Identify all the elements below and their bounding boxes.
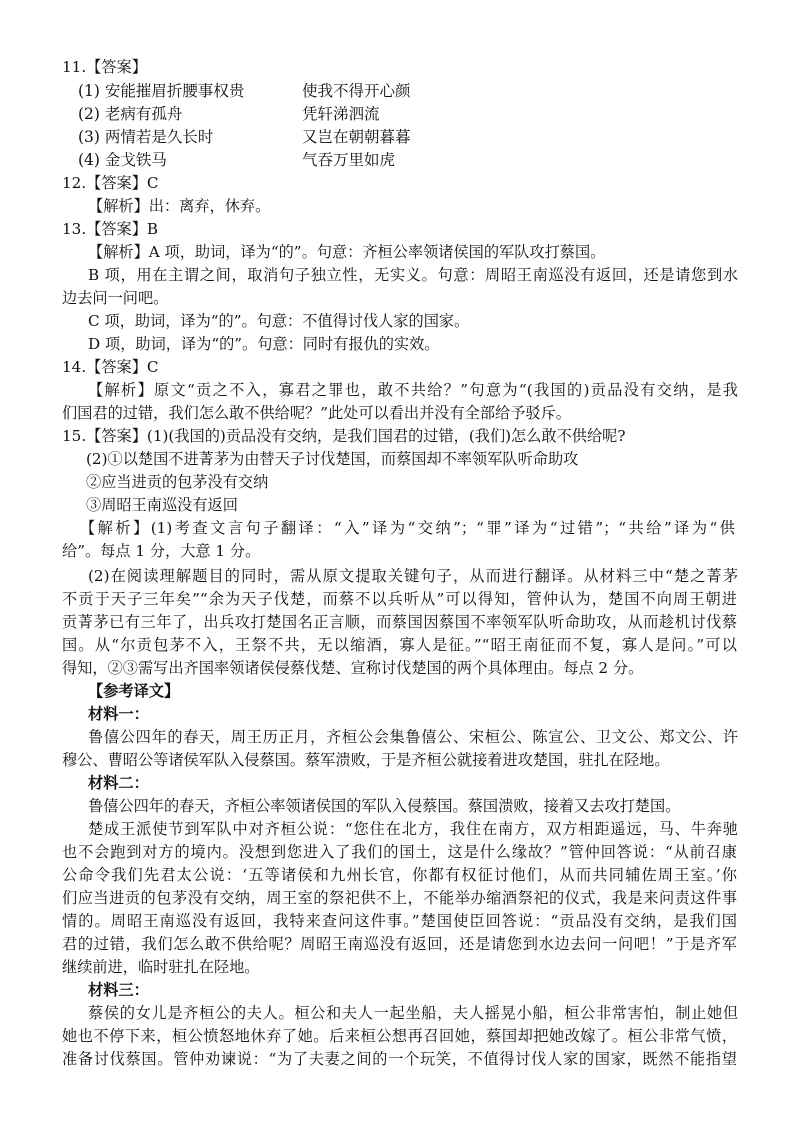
q13-analysis-c: C 项，助词，译为“的”。句意：不值得讨伐人家的国家。 [88,312,470,330]
q13-analysis-b1: B 项，用在主谓之间，取消句子独立性，无实义。句意：周昭王南巡没有返回，还是请您到水 [88,266,738,284]
q11-row-2 [0,103,794,125]
q11-row-3-a: (3) 两情若是久长时 [78,128,214,146]
material-1-line-2: 穆公、曹昭公等诸侯军队入侵蔡国。蔡军溃败，于是齐桓公就接着进攻楚国，驻扎在陉地。 [62,751,670,769]
material-3-heading: 材料三： [88,981,149,999]
q15-header: 15.【答案】(1)(我国的)贡品没有交纳，是我们国君的过错，(我们)怎么敢不供给呢? [62,427,626,445]
material-2-line-1: 鲁僖公四年的春天，齐桓公率领诸侯国的军队入侵蔡国。蔡国溃败，接着又去攻打楚国。 [88,797,681,815]
material-2-line-6: 情的。周昭王南巡没有返回，我特来查问这件事。”楚国使臣回答说：“贡品没有交纳，是我们国 [62,912,737,930]
q14-header: 14.【答案】C [62,358,159,376]
q15-analysis-5: 贡菁茅已有三年了，出兵攻打楚国名正言顺，而蔡国因蔡国不率领军队听命助攻，从而趁机讨伐蔡 [62,613,737,631]
q15-analysis-2: 给”。每点 1 分，大意 1 分。 [62,542,261,560]
q15-analysis-4: 不贡于天子三年矣”“余为天子伐楚，而蔡不以兵听从”可以得知，管仲认为，楚国不向周王朝进 [62,590,737,608]
q11-header: 11.【答案】 [62,58,147,76]
q11-row-4-b: 气吞万里如虎 [302,151,396,169]
material-2-heading: 材料二： [88,774,149,792]
q15-sub-2: ②应当进贡的包茅没有交纳 [86,473,269,491]
q11-row-3 [0,126,794,148]
material-3-line-2: 她也不停下来，桓公愤怒地休弃了她。后来桓公想再召回她，蔡国却把她改嫁了。桓公非常气愤， [62,1027,737,1045]
material-1-heading: 材料一： [88,705,149,723]
material-2-line-3: 也不会跑到对方的境内。没想到您进入了我们的国土，这是什么缘故？”管仲回答说：“从前召康 [62,843,737,861]
material-2-line-8: 继续前进，临时驻扎在陉地。 [62,958,260,976]
q15-analysis-7: 得知，②③需写出齐国率领诸侯侵蔡伐楚、宣称讨伐楚国的两个具体理由。每点 2 分。 [62,659,644,677]
q15-analysis-3: (2)在阅读理解题目的同时，需从原文提取关键句子，从而进行翻译。从材料三中“楚之菁茅 [88,567,738,585]
material-2-line-7: 君的过错，我们怎么敢不供给呢？周昭王南巡没有返回，还是请您到水边去问一问吧！”于是齐军 [62,935,737,953]
q11-row-2-a: (2) 老病有孤舟 [78,105,183,123]
q15-sub-1: (2)①以楚国不进菁茅为由替天子讨伐楚国，而蔡国却不率领军队听命助攻 [86,450,579,468]
q11-row-1 [0,80,794,102]
q14-analysis-1: 【解析】原文“贡之不入，寡君之罪也，敢不共给？”句意为“(我国的)贡品没有交纳，是我 [88,381,738,399]
q15-analysis-6: 国。从“尔贡包茅不入，王祭不共，无以缩酒，寡人是征。”“昭王南征而不复，寡人是问。”可以 [62,636,737,654]
q13-analysis-d: D 项，助词，译为“的”。句意：同时有报仇的实效。 [88,335,440,353]
q15-sub-3: ③周昭王南巡没有返回 [86,496,238,514]
ref-title: 【参考译文】 [88,682,180,700]
material-3-line-1: 蔡侯的女儿是齐桓公的夫人。桓公和夫人一起坐船，夫人摇晃小船，桓公非常害怕，制止她但 [88,1004,738,1022]
q11-row-3-b: 又岂在朝朝暮暮 [302,128,411,146]
q14-analysis-2: 们国君的过错，我们怎么敢不供给呢？”此处可以看出并没有全部给予驳斥。 [62,404,571,422]
material-2-line-5: 们应当进贡的包茅没有交纳，周王室的祭祀供不上，不能举办缩酒祭祀的仪式，我是来问责这件事 [62,889,737,907]
q15-analysis-1: 【解析】(1)考查文言句子翻译：“入”译为“交纳”；“罪”译为“过错”；“共给”译为“供 [80,519,735,537]
q13-analysis-a: 【解析】A 项，助词，译为“的”。句意：齐桓公率领诸侯国的军队攻打蔡国。 [88,243,606,261]
q12-header: 12.【答案】C [62,174,159,192]
q11-row-2-b: 凭轩涕泗流 [302,105,380,123]
q13-header: 13.【答案】B [62,220,159,238]
material-1-line-1: 鲁僖公四年的春天，周王历正月，齐桓公会集鲁僖公、宋桓公、陈宣公、卫文公、郑文公、许 [88,728,738,746]
material-2-line-2: 楚成王派使节到军队中对齐桓公说：“您住在北方，我住在南方，双方相距遥远，马、牛奔驰 [88,820,738,838]
q11-row-4-a: (4) 金戈铁马 [78,151,167,169]
material-3-line-3: 准备讨伐蔡国。管仲劝谏说：“为了夫妻之间的一个玩笑，不值得讨伐人家的国家，既然不能指望 [62,1050,737,1068]
q13-analysis-b2: 边去问一问吧。 [62,289,169,307]
q11-row-1-a: (1) 安能摧眉折腰事权贵 [78,82,245,100]
material-2-line-4: 公命令我们先君太公说：‘五等诸侯和九州长官，你都有权征讨他们，从而共同辅佐周王室。’你 [62,866,737,884]
q11-row-4 [0,149,794,171]
q11-row-1-b: 使我不得开心颜 [302,82,411,100]
q12-analysis: 【解析】出：离弃，休弃。 [88,197,271,215]
